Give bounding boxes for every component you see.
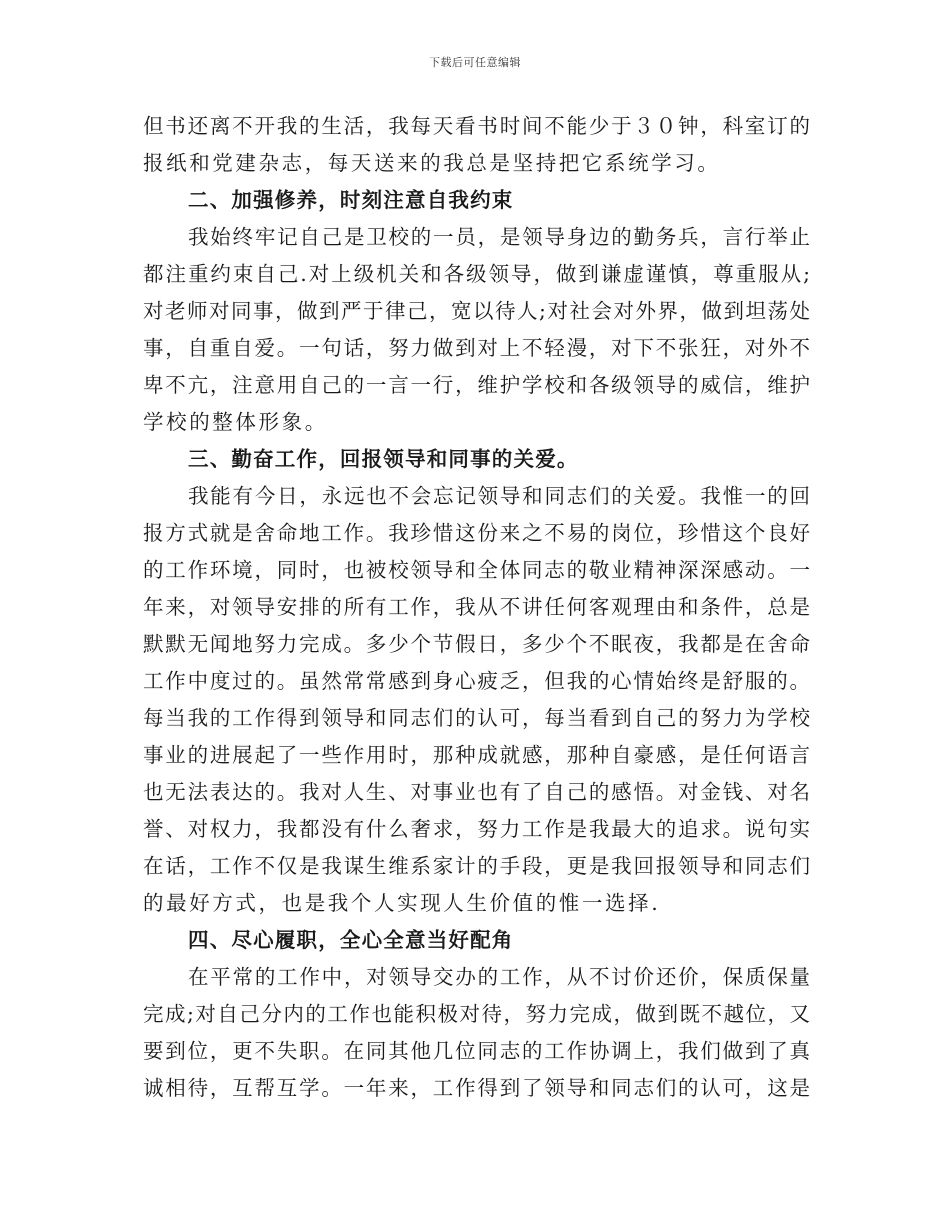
- section-heading: 三、勤奋工作，回报领导和同事的关爱。: [188, 447, 579, 471]
- text-line: 我始终牢记自己是卫校的一员，是领导身边的勤务兵，言行举止: [188, 225, 810, 249]
- text-line: 完成;对自己分内的工作也能积极对待，努力完成，做到既不越位，又: [143, 1002, 810, 1026]
- section-heading: 二、加强修养，时刻注意自我约束: [188, 188, 514, 212]
- text-line: 也无法表达的。我对人生、对事业也有了自己的感悟。对金钱、对名: [143, 780, 810, 804]
- text-line: 但书还离不开我的生活，我每天看书时间不能少于３０钟，科室订的: [143, 114, 810, 138]
- text-line: 年来，对领导安排的所有工作，我从不讲任何客观理由和条件，总是: [143, 595, 810, 619]
- text-line: 默默无闻地努力完成。多少个节假日，多少个不眠夜，我都是在舍命: [143, 632, 810, 656]
- section-heading: 四、尽心履职，全心全意当好配角: [188, 928, 514, 952]
- text-line: 的工作环境，同时，也被校领导和全体同志的敬业精神深深感动。一: [143, 558, 810, 582]
- text-line: 在话，工作不仅是我谋生维系家计的手段，更是我回报领导和同志们: [143, 854, 810, 878]
- text-line: 工作中度过的。虽然常常感到身心疲乏，但我的心情始终是舒服的。: [143, 669, 810, 693]
- text-line: 学校的整体形象。: [143, 410, 328, 434]
- text-line: 报纸和党建杂志，每天送来的我总是坚持把它系统学习。: [143, 151, 721, 175]
- text-line: 事业的进展起了一些作用时，那种成就感，那种自豪感，是任何语言: [143, 743, 810, 767]
- text-line: 报方式就是舍命地工作。我珍惜这份来之不易的岗位，珍惜这个良好: [143, 521, 810, 545]
- text-line: 对老师对同事，做到严于律己，宽以待人;对社会对外界，做到坦荡处: [143, 299, 810, 323]
- text-line: 的最好方式，也是我个人实现人生价值的惟一选择.: [143, 891, 661, 915]
- document-body: [143, 108, 810, 1107]
- text-line: 在平常的工作中，对领导交办的工作，从不讨价还价，保质保量: [188, 965, 810, 989]
- text-line: 誉、对权力，我都没有什么奢求，努力工作是我最大的追求。说句实: [143, 817, 810, 841]
- text-line: 要到位，更不失职。在同其他几位同志的工作协调上，我们做到了真: [143, 1039, 810, 1063]
- text-line: 卑不亢，注意用自己的一言一行，维护学校和各级领导的威信，维护: [143, 373, 810, 397]
- text-line: 都注重约束自己.对上级机关和各级领导，做到谦虚谨慎，尊重服从;: [143, 262, 810, 286]
- text-line: 我能有今日，永远也不会忘记领导和同志们的关爱。我惟一的回: [188, 484, 810, 508]
- text-line: 事，自重自爱。一句话，努力做到对上不轻漫，对下不张狂，对外不: [143, 336, 810, 360]
- text-line: 诚相待，互帮互学。一年来，工作得到了领导和同志们的认可，这是: [143, 1076, 810, 1100]
- page-header: 下载后可任意编辑: [429, 56, 521, 69]
- text-line: 每当我的工作得到领导和同志们的认可，每当看到自己的努力为学校: [143, 706, 810, 730]
